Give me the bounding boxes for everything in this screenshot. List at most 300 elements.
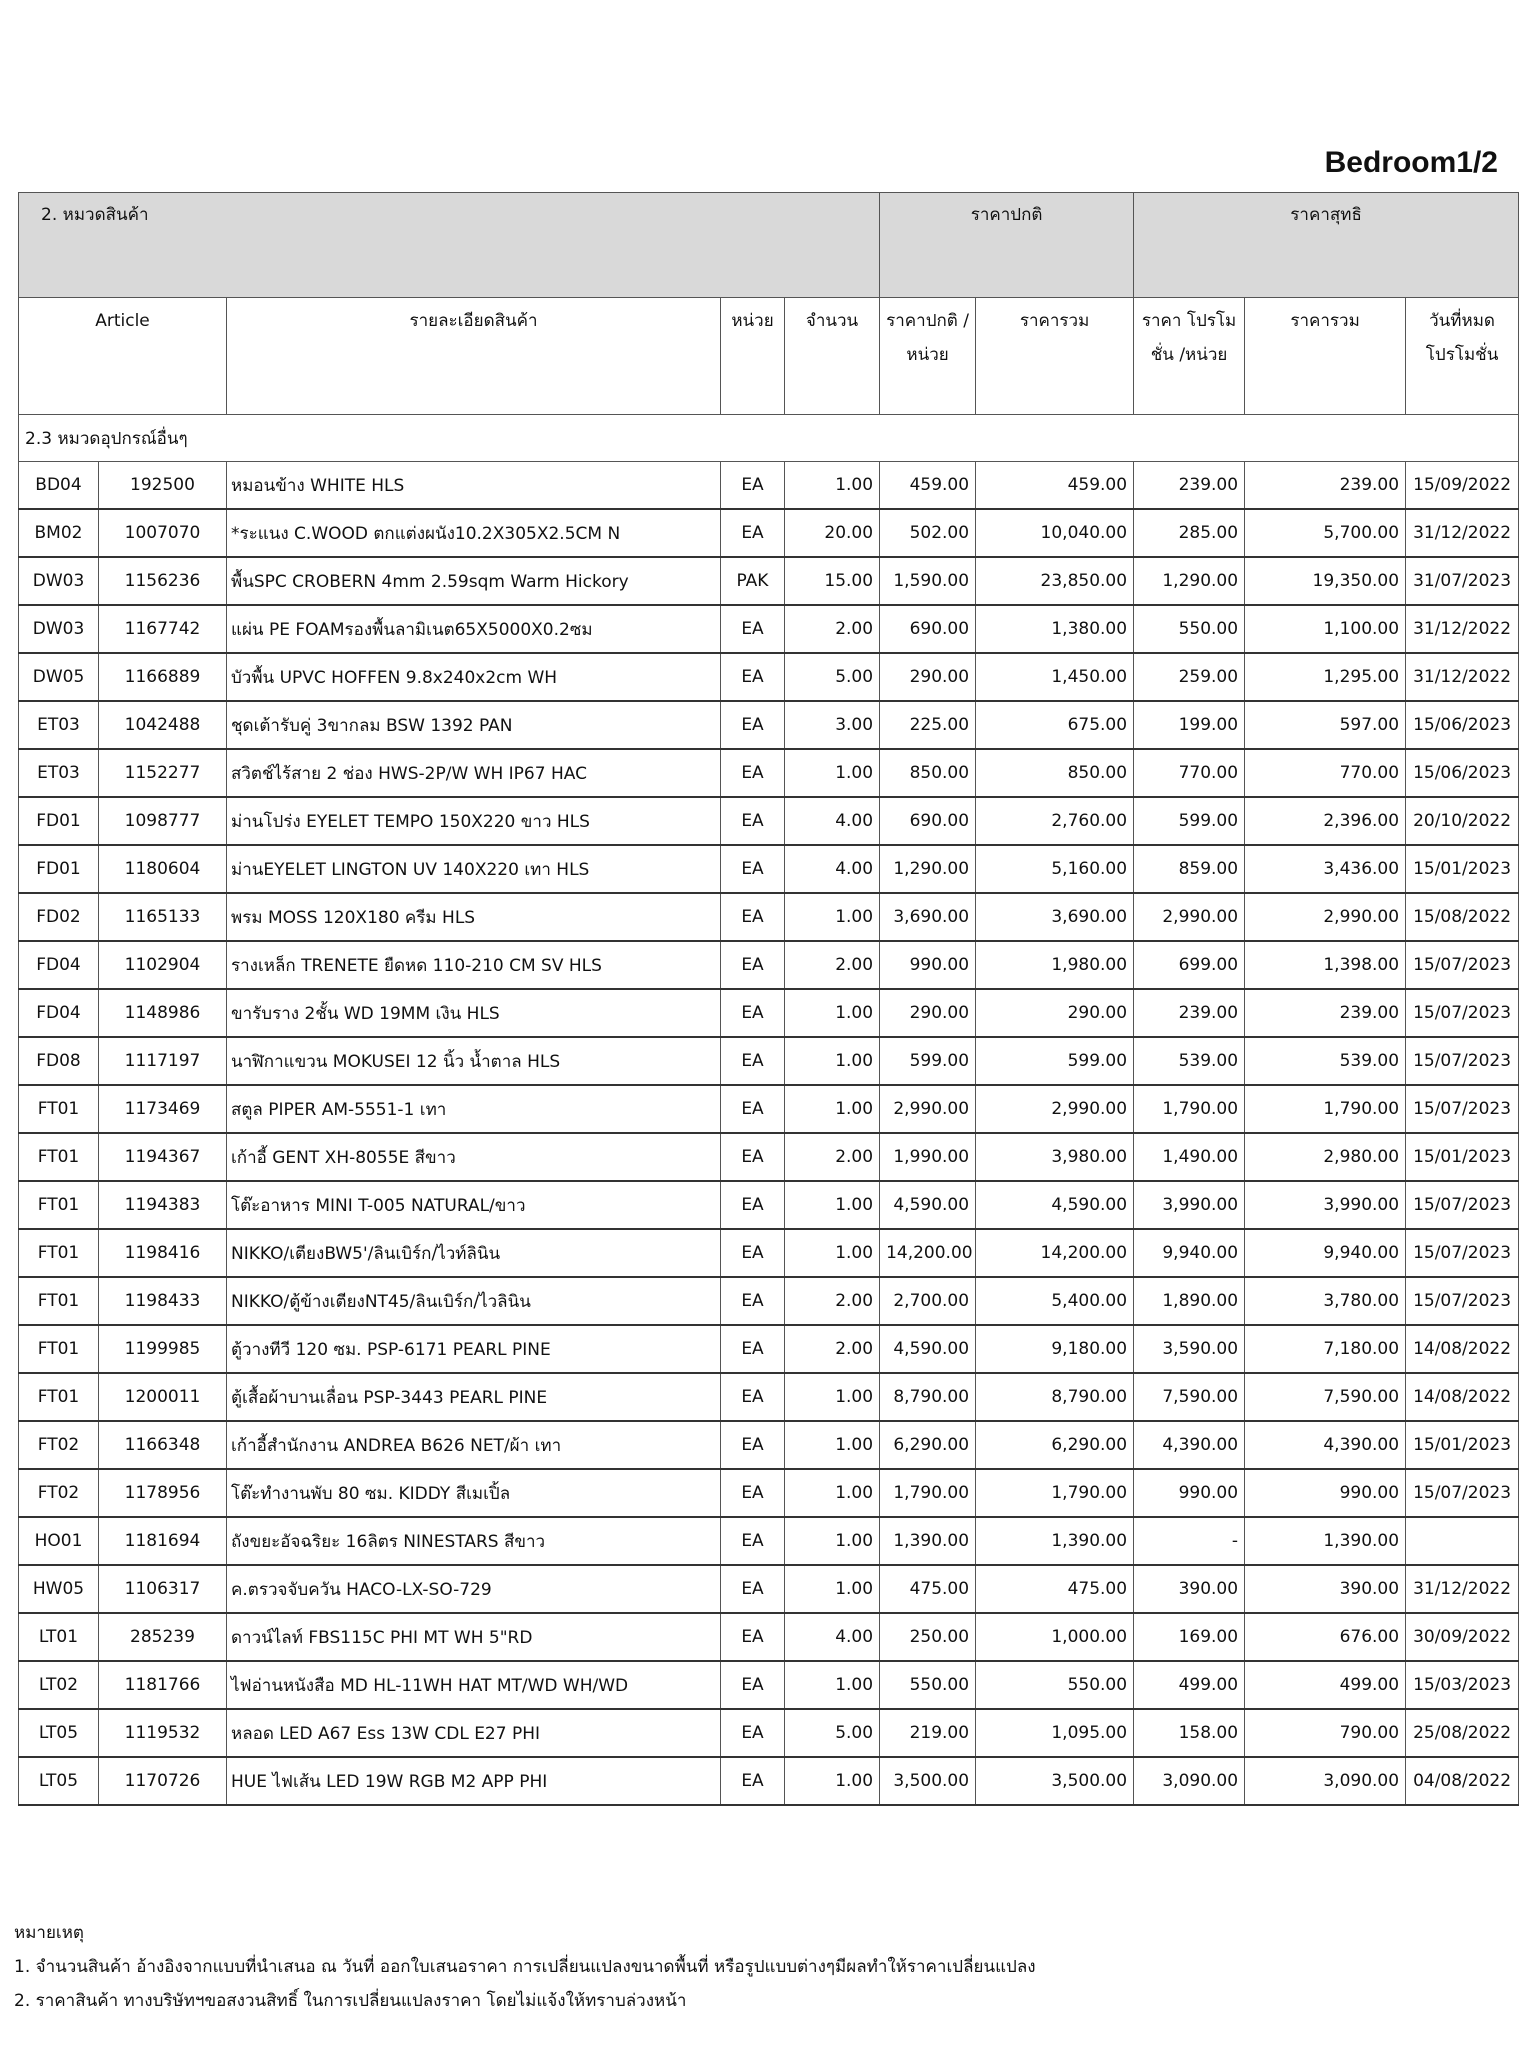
regular-total: 459.00	[976, 462, 1134, 510]
regular-unit-price: 3,500.00	[880, 1757, 976, 1805]
promo-end-date: 15/06/2023	[1406, 749, 1519, 797]
article-number: 1098777	[99, 797, 227, 845]
promo-unit-price: 9,940.00	[1134, 1229, 1245, 1277]
unit: EA	[721, 1469, 785, 1517]
promo-unit-price: 539.00	[1134, 1037, 1245, 1085]
quantity: 1.00	[785, 1517, 880, 1565]
unit: EA	[721, 701, 785, 749]
article-number: 1165133	[99, 893, 227, 941]
regular-total: 8,790.00	[976, 1373, 1134, 1421]
unit: EA	[721, 1037, 785, 1085]
regular-unit-price: 14,200.00	[880, 1229, 976, 1277]
quantity: 5.00	[785, 653, 880, 701]
table-row	[19, 557, 1519, 605]
regular-total: 850.00	[976, 749, 1134, 797]
article-code: HO01	[19, 1517, 99, 1565]
article-number: 1117197	[99, 1037, 227, 1085]
promo-unit-price: 699.00	[1134, 941, 1245, 989]
regular-total: 1,450.00	[976, 653, 1134, 701]
regular-unit-price: 459.00	[880, 462, 976, 510]
regular-unit-price: 990.00	[880, 941, 976, 989]
article-number: 1007070	[99, 509, 227, 557]
description: ไฟอ่านหนังสือ MD HL-11WH HAT MT/WD WH/WD	[227, 1661, 721, 1709]
article-number: 1173469	[99, 1085, 227, 1133]
promo-unit-price: 599.00	[1134, 797, 1245, 845]
regular-total: 2,990.00	[976, 1085, 1134, 1133]
regular-unit-price: 1,290.00	[880, 845, 976, 893]
unit: EA	[721, 509, 785, 557]
quantity: 2.00	[785, 941, 880, 989]
article-code: LT02	[19, 1661, 99, 1709]
table-row	[19, 1277, 1519, 1325]
regular-unit-price: 8,790.00	[880, 1373, 976, 1421]
col-promo-end-date: วันที่หมด โปรโมชั่น	[1406, 298, 1519, 415]
promo-end-date: 15/09/2022	[1406, 462, 1519, 510]
unit: EA	[721, 1421, 785, 1469]
regular-unit-price: 850.00	[880, 749, 976, 797]
article-number: 1170726	[99, 1757, 227, 1805]
promo-unit-price: 1,790.00	[1134, 1085, 1245, 1133]
article-code: DW03	[19, 605, 99, 653]
promo-end-date: 31/12/2022	[1406, 1565, 1519, 1613]
promo-unit-price: 550.00	[1134, 605, 1245, 653]
net-total: 790.00	[1245, 1709, 1406, 1757]
promo-end-date: 15/07/2023	[1406, 1469, 1519, 1517]
promo-unit-price: 770.00	[1134, 749, 1245, 797]
description: ม่านEYELET LINGTON UV 140X220 เทา HLS	[227, 845, 721, 893]
article-code: FD04	[19, 941, 99, 989]
description: ดาวน์ไลท์ FBS115C PHI MT WH 5"RD	[227, 1613, 721, 1661]
article-number: 1148986	[99, 989, 227, 1037]
article-number: 1042488	[99, 701, 227, 749]
net-total: 990.00	[1245, 1469, 1406, 1517]
regular-total: 9,180.00	[976, 1325, 1134, 1373]
regular-total: 5,400.00	[976, 1277, 1134, 1325]
regular-unit-price: 219.00	[880, 1709, 976, 1757]
regular-total: 1,980.00	[976, 941, 1134, 989]
description: *ระแนง C.WOOD ตกแต่งผนัง10.2X305X2.5CM N	[227, 509, 721, 557]
column-headers	[19, 298, 1519, 415]
promo-end-date: 14/08/2022	[1406, 1325, 1519, 1373]
article-number: 1167742	[99, 605, 227, 653]
article-code: DW05	[19, 653, 99, 701]
promo-end-date: 31/12/2022	[1406, 653, 1519, 701]
regular-unit-price: 1,790.00	[880, 1469, 976, 1517]
table-row	[19, 1037, 1519, 1085]
article-code: FD01	[19, 845, 99, 893]
table-row	[19, 749, 1519, 797]
net-total: 1,295.00	[1245, 653, 1406, 701]
net-total: 3,990.00	[1245, 1181, 1406, 1229]
article-code: FD04	[19, 989, 99, 1037]
category-band	[19, 193, 1519, 298]
description: สวิตช์ไร้สาย 2 ช่อง HWS-2P/W WH IP67 HAC	[227, 749, 721, 797]
regular-total: 675.00	[976, 701, 1134, 749]
table-row	[19, 605, 1519, 653]
article-code: BM02	[19, 509, 99, 557]
table-row	[19, 1757, 1519, 1805]
col-net-total: ราคารวม	[1245, 298, 1406, 415]
promo-end-date: 04/08/2022	[1406, 1757, 1519, 1805]
regular-total: 3,980.00	[976, 1133, 1134, 1181]
description: เก้าอี้ GENT XH-8055E สีขาว	[227, 1133, 721, 1181]
regular-unit-price: 1,990.00	[880, 1133, 976, 1181]
quantity: 2.00	[785, 605, 880, 653]
table-row	[19, 1181, 1519, 1229]
section-title: 2.3 หมวดอุปกรณ์อื่นๆ	[19, 415, 1519, 462]
regular-total: 4,590.00	[976, 1181, 1134, 1229]
table-row	[19, 797, 1519, 845]
unit: EA	[721, 1085, 785, 1133]
promo-unit-price: 158.00	[1134, 1709, 1245, 1757]
table-row	[19, 1229, 1519, 1277]
promo-unit-price: 990.00	[1134, 1469, 1245, 1517]
net-total: 239.00	[1245, 989, 1406, 1037]
promo-end-date: 31/07/2023	[1406, 557, 1519, 605]
regular-unit-price: 2,700.00	[880, 1277, 976, 1325]
promo-unit-price: 859.00	[1134, 845, 1245, 893]
promo-end-date: 15/03/2023	[1406, 1661, 1519, 1709]
unit: EA	[721, 605, 785, 653]
article-code: HW05	[19, 1565, 99, 1613]
quantity: 1.00	[785, 989, 880, 1037]
promo-end-date	[1406, 1517, 1519, 1565]
quantity: 1.00	[785, 1421, 880, 1469]
net-total: 3,090.00	[1245, 1757, 1406, 1805]
regular-unit-price: 4,590.00	[880, 1325, 976, 1373]
promo-unit-price: 7,590.00	[1134, 1373, 1245, 1421]
article-number: 1181694	[99, 1517, 227, 1565]
regular-unit-price: 290.00	[880, 989, 976, 1037]
description: โต๊ะอาหาร MINI T-005 NATURAL/ขาว	[227, 1181, 721, 1229]
table-row	[19, 653, 1519, 701]
table-row	[19, 989, 1519, 1037]
quantity: 1.00	[785, 1085, 880, 1133]
net-total: 1,100.00	[1245, 605, 1406, 653]
regular-total: 1,380.00	[976, 605, 1134, 653]
unit: EA	[721, 941, 785, 989]
net-total: 19,350.00	[1245, 557, 1406, 605]
table-row	[19, 845, 1519, 893]
promo-end-date: 15/07/2023	[1406, 1181, 1519, 1229]
promo-unit-price: 285.00	[1134, 509, 1245, 557]
article-number: 1194367	[99, 1133, 227, 1181]
article-number: 1198416	[99, 1229, 227, 1277]
table-row	[19, 893, 1519, 941]
quantity: 1.00	[785, 1229, 880, 1277]
quantity: 3.00	[785, 701, 880, 749]
regular-unit-price: 6,290.00	[880, 1421, 976, 1469]
net-total: 2,396.00	[1245, 797, 1406, 845]
table-row	[19, 701, 1519, 749]
col-regular-unit-price: ราคาปกติ /หน่วย	[880, 298, 976, 415]
description: แผ่น PE FOAMรองพื้นลามิเนต65X5000X0.2ซม	[227, 605, 721, 653]
note-item: 1. จำนวนสินค้า อ้างอิงจากแบบที่นำเสนอ ณ วันที่ ออกใบเสนอราคา การเปลี่ยนแปลงขนาดพื้นที่ หรือรูปแบบต่างๆมีผลทำให้ราคาเปลี่ยนแปลง	[14, 1957, 1036, 1977]
regular-unit-price: 225.00	[880, 701, 976, 749]
article-number: 1106317	[99, 1565, 227, 1613]
promo-unit-price: 1,290.00	[1134, 557, 1245, 605]
promo-unit-price: 499.00	[1134, 1661, 1245, 1709]
regular-total: 10,040.00	[976, 509, 1134, 557]
promo-end-date: 15/01/2023	[1406, 1421, 1519, 1469]
net-total: 3,780.00	[1245, 1277, 1406, 1325]
article-number: 192500	[99, 462, 227, 510]
promo-unit-price: 199.00	[1134, 701, 1245, 749]
table-row	[19, 1133, 1519, 1181]
quantity: 1.00	[785, 1469, 880, 1517]
net-price-group: ราคาสุทธิ	[1134, 193, 1519, 298]
description: หลอด LED A67 Ess 13W CDL E27 PHI	[227, 1709, 721, 1757]
unit: EA	[721, 1661, 785, 1709]
description: รางเหล็ก TRENETE ยืดหด 110-210 CM SV HLS	[227, 941, 721, 989]
promo-unit-price: 390.00	[1134, 1565, 1245, 1613]
description: ตู้เสื้อผ้าบานเลื่อน PSP-3443 PEARL PINE	[227, 1373, 721, 1421]
unit: EA	[721, 1517, 785, 1565]
unit: EA	[721, 749, 785, 797]
table-row	[19, 1085, 1519, 1133]
unit: PAK	[721, 557, 785, 605]
quantity: 1.00	[785, 1037, 880, 1085]
promo-end-date: 15/01/2023	[1406, 1133, 1519, 1181]
unit: EA	[721, 1757, 785, 1805]
regular-unit-price: 475.00	[880, 1565, 976, 1613]
article-number: 285239	[99, 1613, 227, 1661]
quantity: 1.00	[785, 1181, 880, 1229]
table-row	[19, 462, 1519, 510]
description: ม่านโปร่ง EYELET TEMPO 150X220 ขาว HLS	[227, 797, 721, 845]
description: สตูล PIPER AM-5551-1 เทา	[227, 1085, 721, 1133]
page-title: Bedroom1/2	[1324, 146, 1498, 179]
net-total: 1,390.00	[1245, 1517, 1406, 1565]
promo-end-date: 15/07/2023	[1406, 941, 1519, 989]
description: เก้าอี้สำนักงาน ANDREA B626 NET/ผ้า เทา	[227, 1421, 721, 1469]
unit: EA	[721, 1709, 785, 1757]
regular-total: 5,160.00	[976, 845, 1134, 893]
regular-unit-price: 502.00	[880, 509, 976, 557]
promo-unit-price: -	[1134, 1517, 1245, 1565]
table-row	[19, 1325, 1519, 1373]
regular-unit-price: 4,590.00	[880, 1181, 976, 1229]
regular-total: 14,200.00	[976, 1229, 1134, 1277]
unit: EA	[721, 1229, 785, 1277]
quantity: 1.00	[785, 749, 880, 797]
article-number: 1198433	[99, 1277, 227, 1325]
regular-unit-price: 290.00	[880, 653, 976, 701]
net-total: 3,436.00	[1245, 845, 1406, 893]
description: บัวพื้น UPVC HOFFEN 9.8x240x2cm WH	[227, 653, 721, 701]
promo-end-date: 31/12/2022	[1406, 605, 1519, 653]
quantity: 2.00	[785, 1277, 880, 1325]
regular-total: 475.00	[976, 1565, 1134, 1613]
article-code: FD02	[19, 893, 99, 941]
net-total: 7,180.00	[1245, 1325, 1406, 1373]
regular-unit-price: 250.00	[880, 1613, 976, 1661]
quantity: 15.00	[785, 557, 880, 605]
promo-end-date: 15/08/2022	[1406, 893, 1519, 941]
article-code: FT01	[19, 1181, 99, 1229]
net-total: 5,700.00	[1245, 509, 1406, 557]
article-number: 1181766	[99, 1661, 227, 1709]
table-row	[19, 1421, 1519, 1469]
promo-unit-price: 3,990.00	[1134, 1181, 1245, 1229]
notes	[14, 1916, 1036, 2018]
promo-end-date: 15/07/2023	[1406, 1277, 1519, 1325]
article-code: FT02	[19, 1421, 99, 1469]
unit: EA	[721, 989, 785, 1037]
article-code: DW03	[19, 557, 99, 605]
regular-total: 23,850.00	[976, 557, 1134, 605]
description: ตู้วางทีวี 120 ซม. PSP-6171 PEARL PINE	[227, 1325, 721, 1373]
quantity: 4.00	[785, 1613, 880, 1661]
article-number: 1156236	[99, 557, 227, 605]
net-total: 7,590.00	[1245, 1373, 1406, 1421]
net-total: 390.00	[1245, 1565, 1406, 1613]
note-item: 2. ราคาสินค้า ทางบริษัทฯขอสงวนสิทธิ์ ในการเปลี่ยนแปลงราคา โดยไม่แจ้งให้ทราบล่วงหน้า	[14, 1991, 687, 2011]
regular-unit-price: 2,990.00	[880, 1085, 976, 1133]
net-total: 539.00	[1245, 1037, 1406, 1085]
regular-total: 3,690.00	[976, 893, 1134, 941]
article-code: ET03	[19, 701, 99, 749]
promo-end-date: 14/08/2022	[1406, 1373, 1519, 1421]
regular-unit-price: 1,390.00	[880, 1517, 976, 1565]
regular-total: 2,760.00	[976, 797, 1134, 845]
table-row	[19, 1661, 1519, 1709]
table-row	[19, 1565, 1519, 1613]
promo-end-date: 20/10/2022	[1406, 797, 1519, 845]
article-code: FT01	[19, 1085, 99, 1133]
promo-unit-price: 239.00	[1134, 462, 1245, 510]
article-number: 1200011	[99, 1373, 227, 1421]
article-code: FD01	[19, 797, 99, 845]
article-code: FT01	[19, 1325, 99, 1373]
table-row	[19, 1709, 1519, 1757]
unit: EA	[721, 1181, 785, 1229]
description: โต๊ะทำงานพับ 80 ซม. KIDDY สีเมเปิ้ล	[227, 1469, 721, 1517]
unit: EA	[721, 462, 785, 510]
article-code: FT01	[19, 1277, 99, 1325]
unit: EA	[721, 1325, 785, 1373]
description: พื้นSPC CROBERN 4mm 2.59sqm Warm Hickory	[227, 557, 721, 605]
regular-price-group: ราคาปกติ	[880, 193, 1134, 298]
article-number: 1119532	[99, 1709, 227, 1757]
unit: EA	[721, 1565, 785, 1613]
regular-unit-price: 690.00	[880, 797, 976, 845]
table-row	[19, 941, 1519, 989]
regular-total: 599.00	[976, 1037, 1134, 1085]
col-article: Article	[19, 298, 227, 415]
description: ถังขยะอัจฉริยะ 16ลิตร NINESTARS สีขาว	[227, 1517, 721, 1565]
unit: EA	[721, 1613, 785, 1661]
article-code: FT01	[19, 1229, 99, 1277]
quantity: 1.00	[785, 1661, 880, 1709]
promo-end-date: 15/07/2023	[1406, 1229, 1519, 1277]
description: NIKKO/ตู้ข้างเตียงNT45/ลินเบิร์ก/ไวลินิน	[227, 1277, 721, 1325]
unit: EA	[721, 845, 785, 893]
article-number: 1178956	[99, 1469, 227, 1517]
net-total: 770.00	[1245, 749, 1406, 797]
price-table	[18, 192, 1519, 1806]
unit: EA	[721, 1133, 785, 1181]
table-row	[19, 1517, 1519, 1565]
article-number: 1194383	[99, 1181, 227, 1229]
unit: EA	[721, 653, 785, 701]
net-total: 2,980.00	[1245, 1133, 1406, 1181]
regular-unit-price: 690.00	[880, 605, 976, 653]
net-total: 4,390.00	[1245, 1421, 1406, 1469]
regular-total: 6,290.00	[976, 1421, 1134, 1469]
description: ค.ตรวจจับควัน HACO-LX-SO-729	[227, 1565, 721, 1613]
promo-end-date: 15/07/2023	[1406, 1085, 1519, 1133]
description: นาฬิกาแขวน MOKUSEI 12 นิ้ว น้ำตาล HLS	[227, 1037, 721, 1085]
promo-end-date: 25/08/2022	[1406, 1709, 1519, 1757]
promo-unit-price: 239.00	[1134, 989, 1245, 1037]
col-quantity: จำนวน	[785, 298, 880, 415]
article-code: FT01	[19, 1133, 99, 1181]
promo-end-date: 15/06/2023	[1406, 701, 1519, 749]
promo-unit-price: 1,890.00	[1134, 1277, 1245, 1325]
table-row	[19, 509, 1519, 557]
regular-total: 550.00	[976, 1661, 1134, 1709]
net-total: 9,940.00	[1245, 1229, 1406, 1277]
notes-heading: หมายเหตุ	[14, 1923, 84, 1943]
article-number: 1166889	[99, 653, 227, 701]
regular-total: 290.00	[976, 989, 1134, 1037]
quantity: 5.00	[785, 1709, 880, 1757]
promo-end-date: 30/09/2022	[1406, 1613, 1519, 1661]
promo-unit-price: 1,490.00	[1134, 1133, 1245, 1181]
description: ชุดเต้ารับคู่ 3ขากลม BSW 1392 PAN	[227, 701, 721, 749]
promo-unit-price: 259.00	[1134, 653, 1245, 701]
article-code: LT01	[19, 1613, 99, 1661]
quantity: 20.00	[785, 509, 880, 557]
promo-unit-price: 169.00	[1134, 1613, 1245, 1661]
regular-total: 1,790.00	[976, 1469, 1134, 1517]
quantity: 2.00	[785, 1325, 880, 1373]
table-row	[19, 1613, 1519, 1661]
description: ขารับราง 2ชั้น WD 19MM เงิน HLS	[227, 989, 721, 1037]
regular-total: 1,095.00	[976, 1709, 1134, 1757]
promo-unit-price: 4,390.00	[1134, 1421, 1245, 1469]
quantity: 1.00	[785, 893, 880, 941]
category-heading: 2. หมวดสินค้า	[19, 193, 880, 298]
article-number: 1102904	[99, 941, 227, 989]
table-row	[19, 1373, 1519, 1421]
regular-unit-price: 3,690.00	[880, 893, 976, 941]
unit: EA	[721, 893, 785, 941]
article-number: 1152277	[99, 749, 227, 797]
article-number: 1199985	[99, 1325, 227, 1373]
description: HUE ไฟเส้น LED 19W RGB M2 APP PHI	[227, 1757, 721, 1805]
article-code: LT05	[19, 1757, 99, 1805]
net-total: 1,790.00	[1245, 1085, 1406, 1133]
quantity: 1.00	[785, 1757, 880, 1805]
article-number: 1180604	[99, 845, 227, 893]
net-total: 676.00	[1245, 1613, 1406, 1661]
quantity: 1.00	[785, 1565, 880, 1613]
net-total: 1,398.00	[1245, 941, 1406, 989]
net-total: 2,990.00	[1245, 893, 1406, 941]
promo-unit-price: 3,590.00	[1134, 1325, 1245, 1373]
description: NIKKO/เตียงBW5'/ลินเบิร์ก/ไวท์ลินิน	[227, 1229, 721, 1277]
unit: EA	[721, 1373, 785, 1421]
col-regular-total: ราคารวม	[976, 298, 1134, 415]
net-total: 499.00	[1245, 1661, 1406, 1709]
promo-unit-price: 3,090.00	[1134, 1757, 1245, 1805]
article-code: BD04	[19, 462, 99, 510]
regular-unit-price: 599.00	[880, 1037, 976, 1085]
unit: EA	[721, 1277, 785, 1325]
net-total: 597.00	[1245, 701, 1406, 749]
